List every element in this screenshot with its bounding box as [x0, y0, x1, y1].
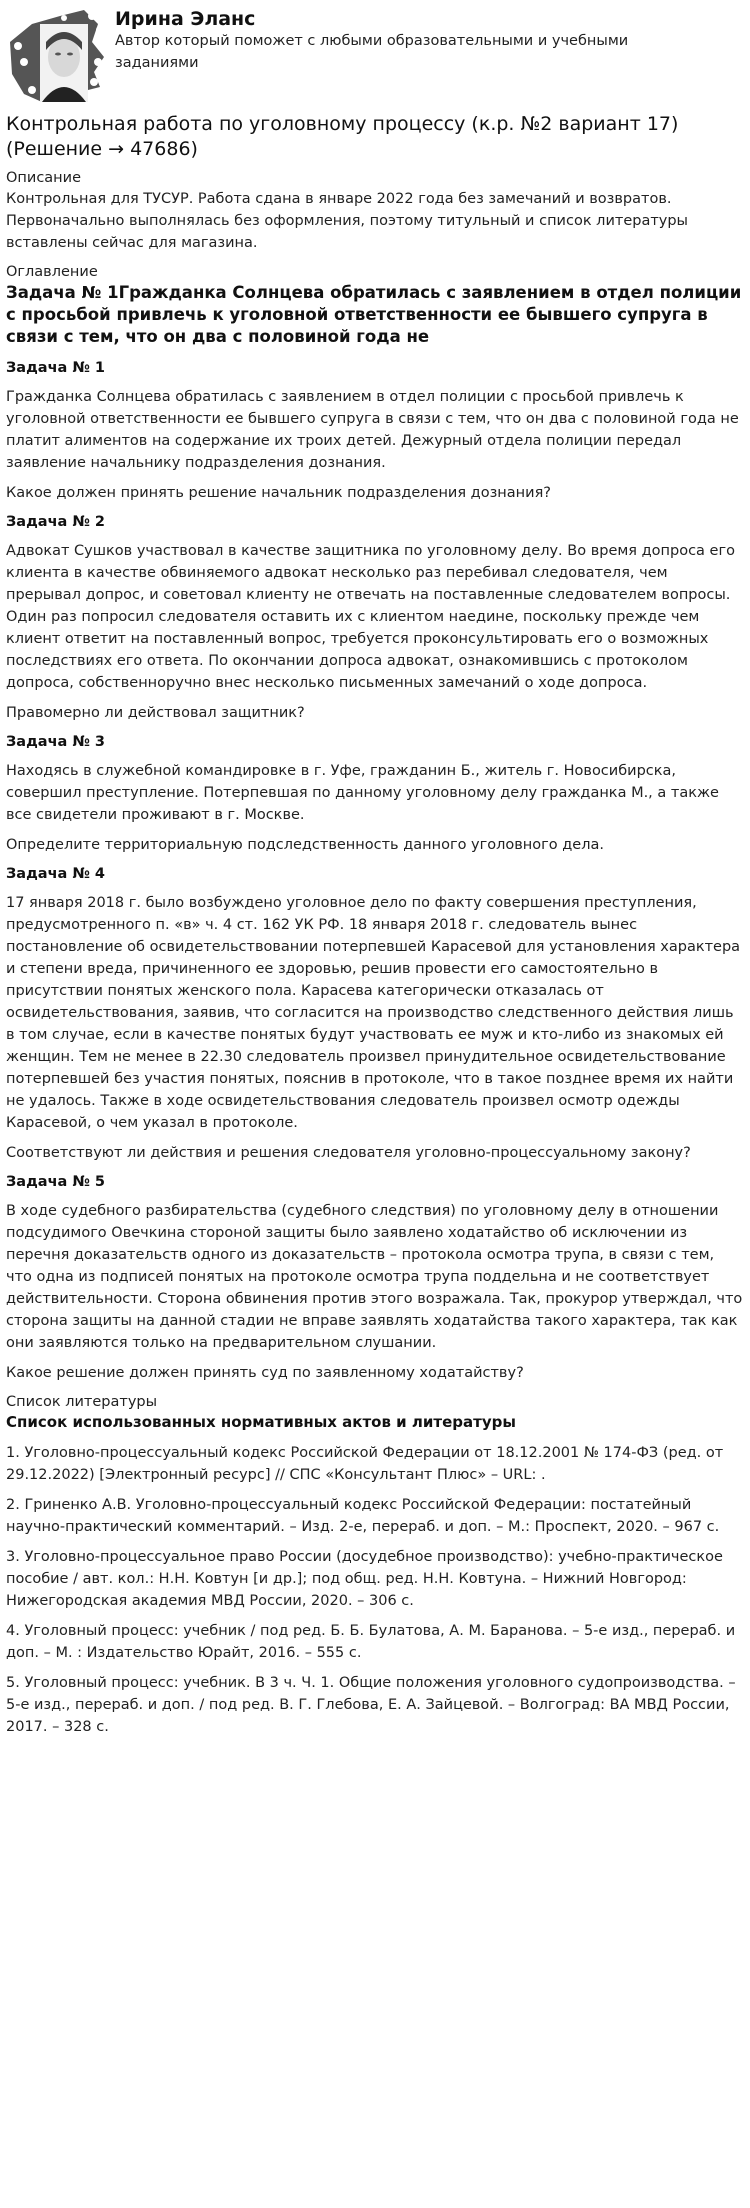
literature-section	[6, 1392, 744, 1738]
task-2	[6, 512, 744, 724]
author-description: Автор который поможет с любыми образовательными и учебными заданиями	[115, 33, 629, 71]
task-heading: Задача № 2	[6, 514, 105, 530]
task-question: Правомерно ли действовал защитник?	[6, 705, 305, 721]
description-label: Описание	[6, 170, 81, 186]
literature-item: 5. Уголовный процесс: учебник. В 3 ч. Ч. 1. Общие положения уголовного судопроизводства. – 5-е изд., перераб. и доп. / под ред. В. Г. Глебова, Е. А. Зайцевой. – Волгоград: ВА МВД России, 2017. – 328 с.	[6, 1675, 736, 1735]
literature-heading: Список использованных нормативных актов и литературы	[6, 1413, 516, 1431]
task-3	[6, 732, 744, 856]
task-5	[6, 1172, 744, 1384]
toc-label: Оглавление	[6, 264, 98, 280]
task-4	[6, 864, 744, 1164]
task-heading: Задача № 5	[6, 1174, 105, 1190]
task-text: Гражданка Солнцева обратилась с заявлением в отдел полиции с просьбой привлечь к уголовной ответственности ее бывшего супруга в связи с тем, что он два с половиной года не платит алиментов на содержание их троих детей. Дежурный отдела полиции передал заявление начальнику подразделения дознания.	[6, 389, 739, 471]
task-heading: Задача № 3	[6, 734, 105, 750]
toc-heading: Задача № 1Гражданка Солнцева обратилась с заявлением в отдел полиции с просьбой привлечь к уголовной ответственности ее бывшего супруга в связи с тем, что он два с половиной года не	[6, 283, 742, 346]
task-text: В ходе судебного разбирательства (судебного следствия) по уголовному делу в отношении подсудимого Овечкина стороной защиты было заявлено ходатайство об исключении из перечня доказательств одного из доказательств – протокола осмотра трупа, в связи с тем, что одна из подписей понятых на протоколе осмотра трупа поддельна и не соответствует действительности. Сторона обвинения против этого возражала. Так, прокурор утверждал, что сторона защиты на данной стадии не вправе заявлять ходатайства такого характера, так как они заявляются только на предварительном слушании.	[6, 1203, 743, 1351]
literature-item: 4. Уголовный процесс: учебник / под ред. Б. Б. Булатова, А. М. Баранова. – 5-е изд., перераб. и доп. – М. : Издательство Юрайт, 2016. – 555 с.	[6, 1623, 736, 1661]
literature-item: 2. Гриненко А.В. Уголовно-процессуальный кодекс Российской Федерации: постатейный научно-практический комментарий. – Изд. 2-е, перераб. и доп. – М.: Проспект, 2020. – 967 с.	[6, 1497, 720, 1535]
task-text: Адвокат Сушков участвовал в качестве защитника по уголовному делу. Во время допроса его клиента в качестве обвиняемого адвокат несколько раз перебивал следователя, чем прерывал допрос, и советовал клиенту не отвечать на поставленные следователем вопросы. Один раз попросил следователя оставить их с клиентом наедине, поскольку прежде чем клиент ответит на поставленный вопрос, требуется проконсультировать его о возможных последствиях его ответа. По окончании допроса адвокат, ознакомившись с протоколом допроса, собственноручно внес несколько письменных замечаний о ходе допроса.	[6, 543, 735, 691]
task-1	[6, 358, 744, 504]
task-question: Какое должен принять решение начальник подразделения дознания?	[6, 485, 551, 501]
task-heading: Задача № 4	[6, 866, 105, 882]
page-title: Контрольная работа по уголовному процессу (к.р. №2 вариант 17) (Решение → 47686)	[6, 113, 679, 160]
author-name[interactable]: Ирина Эланс	[115, 8, 256, 30]
literature-item: 3. Уголовно-процессуальное право России (досудебное производство): учебно-практическое пособие / авт. кол.: Н.Н. Ковтун [и др.]; под общ. ред. Н.Н. Ковтуна. – Нижний Новгород: Нижегородская академия МВД России, 2020. – 306 с.	[6, 1549, 723, 1609]
literature-label: Список литературы	[6, 1394, 158, 1410]
literature-item: 1. Уголовно-процессуальный кодекс Российской Федерации от 18.12.2001 № 174-ФЗ (ред. от 29.12.2022) [Электронный ресурс] // СПС «Консультант Плюс» – URL: .	[6, 1445, 724, 1483]
task-question: Соответствуют ли действия и решения следователя уголовно-процессуальному закону?	[6, 1145, 691, 1161]
task-question: Какое решение должен принять суд по заявленному ходатайству?	[6, 1365, 524, 1381]
task-text: 17 января 2018 г. было возбуждено уголовное дело по факту совершения преступления, предусмотренного п. «в» ч. 4 ст. 162 УК РФ. 18 января 2018 г. следователь вынес постановление об освидетельствовании потерпевшей Карасевой для установления характера и степени вреда, причиненного ее здоровью, решив провести его самостоятельно в присутствии понятых женского пола. Карасева категорически отказалась от освидетельствования, заявив, что согласится на производство следственного действия лишь в том случае, если в качестве понятых будут участвовать ее муж и кто-либо из знакомых ей женщин. Тем не менее в 22.30 следователь произвел принудительное освидетельствование потерпевшей без участия понятых, пояснив в протоколе, что в такое позднее время их найти не удалось. Также в ходе освидетельствования следователь произвел осмотр одежды Карасевой, о чем указал в протоколе.	[6, 895, 741, 1131]
author-card	[0, 0, 750, 112]
document-content	[0, 112, 750, 1738]
author-photo-icon	[2, 2, 112, 107]
task-question: Определите территориальную подследственность данного уголовного дела.	[6, 837, 604, 853]
description-text: Контрольная для ТУСУР. Работа сдана в январе 2022 года без замечаний и возвратов. Первоначально выполнялась без оформления, поэтому титульный и список литературы вставлены сейчас для магазина.	[6, 191, 689, 251]
task-text: Находясь в служебной командировке в г. Уфе, гражданин Б., житель г. Новосибирска, совершил преступление. Потерпевшая по данному уголовному делу гражданка М., а также все свидетели проживают в г. Москве.	[6, 763, 719, 823]
author-avatar[interactable]	[2, 2, 112, 107]
task-heading: Задача № 1	[6, 360, 105, 376]
